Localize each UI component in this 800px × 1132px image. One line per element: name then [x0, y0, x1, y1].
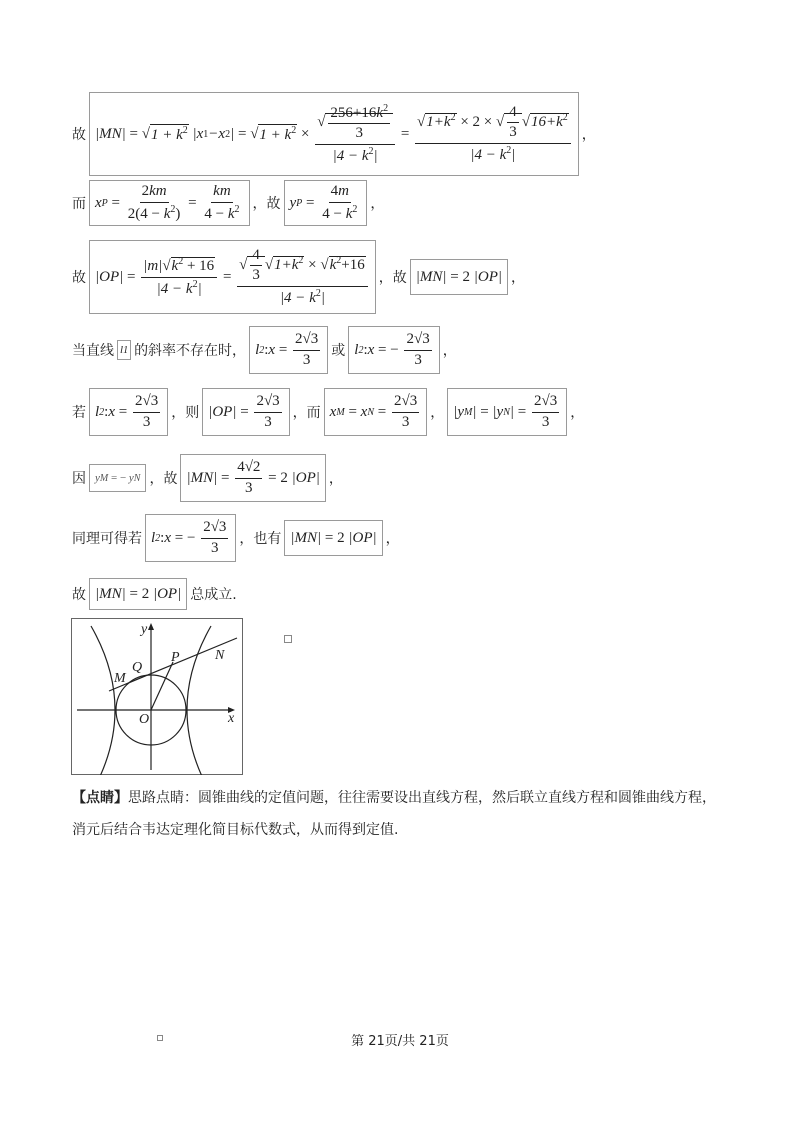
note-text-1: 思路点睛：圆锥曲线的定值问题，往往需要设出直线方程，然后联立直线方程和圆锥曲线方程，	[128, 790, 716, 806]
note-text-2: 消元后结合韦达定理化简目标代数式，从而得到定值.	[72, 822, 399, 838]
label-m: M	[114, 671, 126, 686]
text: 的斜率不存在时，	[134, 343, 247, 359]
y-axis-arrow	[148, 623, 154, 630]
hyperbola-left-branch	[91, 626, 115, 775]
equation-line-7	[72, 514, 400, 562]
text: ，则	[171, 405, 200, 421]
equation-line-2	[72, 180, 384, 226]
formula-ym-yn: |y M | = |y N | = $\frac{2√3}{3}$	[447, 388, 567, 436]
placeholder-square	[284, 635, 292, 643]
text: 而	[72, 196, 86, 212]
hyperbola-circle-figure	[71, 618, 243, 775]
text: ，	[370, 196, 385, 212]
note-bracket-label: 【点睛】	[72, 790, 128, 806]
text: ，	[442, 343, 457, 359]
text: ，	[385, 531, 400, 547]
text: 同理可得若	[72, 531, 142, 547]
note-line-1	[72, 782, 732, 814]
label-n: N	[215, 648, 225, 663]
text: ，	[328, 471, 343, 487]
equation-line-6	[72, 454, 343, 502]
equation-line-1	[72, 92, 596, 176]
formula-mn-equals-2op-final: |MN| = 2 |OP|	[89, 578, 187, 610]
formula-mn-equals-2op: |MN| = 2 |OP|	[410, 259, 508, 295]
text: ，而	[292, 405, 321, 421]
text: 总成立.	[190, 587, 237, 603]
formula-op-length: |OP| = $\frac{|m|√k^2 + 16}{|4 - k^2|}$ = √ $\frac{4}{3}$ $√1+k^2 \times √k^2+16$ $|4 - k^2|$	[89, 240, 376, 314]
equation-line-4	[72, 326, 457, 374]
text: ，也有	[239, 531, 282, 547]
text: 若	[72, 405, 86, 421]
formula-mn-length: |MN| = √ $1 + k^2$ | x 1 − x 2 | = √ $1 + k^2$ × √ $\frac{256+16k^2}{3}$ $|4 - k^2|$ = $√1+k^2 \times 2$ × √ $\frac{4}{3}$ $√16+k^2$ $|4 - k^2|$	[89, 92, 579, 176]
label-p: P	[171, 650, 180, 665]
label-q: Q	[132, 660, 143, 675]
text: ，	[430, 405, 445, 421]
formula-mn-equals-2op-2: |MN| = 2 |OP|	[284, 520, 382, 556]
formula-mn-value: |MN| = $\frac{4√2}{3}$ = 2 |OP|	[180, 454, 325, 502]
label-x: x	[228, 711, 235, 726]
hyperbola-right-branch	[187, 626, 211, 775]
formula-l2-neg-case: l 2 : x = − $\frac{2√3}{3}$	[145, 514, 236, 562]
text: ，故	[378, 270, 407, 286]
text: 故	[72, 587, 86, 603]
formula-xp: x P = $\frac{2km}{2(4 - k^2)}$ = $\frac{km}{4 - k^2}$	[89, 180, 250, 226]
equation-line-8	[72, 578, 237, 610]
formula-l2-positive: l 2 : x = $\frac{2√3}{3}$	[249, 326, 328, 374]
text: 故	[72, 127, 86, 143]
formula-l2-negative: l 2 : x = − $\frac{2√3}{3}$	[348, 326, 439, 374]
text: ，	[581, 127, 596, 143]
formula-op-value: |OP| = $\frac{2√3}{3}$	[202, 388, 289, 436]
equation-line-5	[72, 388, 584, 436]
text: ，	[510, 270, 525, 286]
page-footer: 第 21页/共 21页	[351, 1034, 449, 1049]
equation-line-3	[72, 240, 525, 314]
text: 当直线	[72, 343, 114, 359]
formula-l2-case: l 2 : x = $\frac{2√3}{3}$	[89, 388, 168, 436]
text: 故	[72, 270, 86, 286]
label-o: O	[139, 712, 150, 727]
text: ，故	[252, 196, 281, 212]
formula-l1: l 1	[117, 340, 131, 360]
text: ，	[570, 405, 585, 421]
label-y: y	[141, 622, 148, 637]
formula-yp: y P = $\frac{4m}{4 - k^2}$	[284, 180, 368, 226]
formula-ym-neg-yn: y M = − y N	[89, 464, 146, 492]
formula-xm-xn: x M = x N = $\frac{2√3}{3}$	[324, 388, 428, 436]
text: ，故	[149, 471, 178, 487]
text: 因	[72, 471, 86, 487]
text: 或	[331, 343, 346, 359]
note-block	[72, 782, 732, 846]
